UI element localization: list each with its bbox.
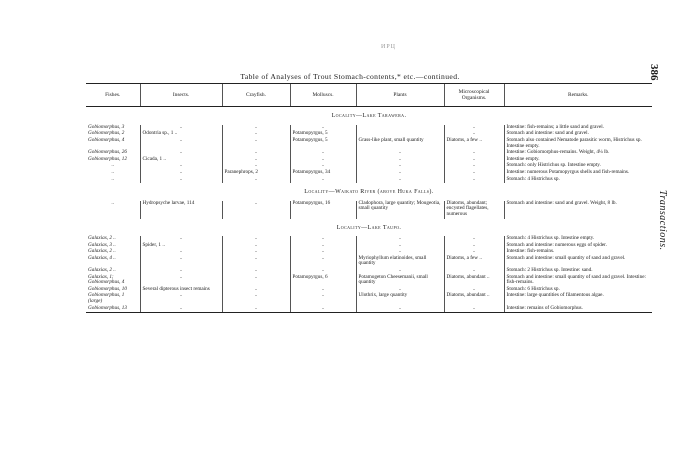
cell-insects: ..	[140, 170, 222, 177]
cell-plants: ..	[356, 163, 444, 170]
col-header-molluscs: Molluscs.	[290, 84, 356, 107]
col-header-fishes: Fishes.	[86, 84, 140, 107]
cell-fishes: Galaxias, 4 ..	[88, 254, 116, 261]
cell-plants: Ulothrix, large quantity	[356, 293, 444, 305]
cell-crayfish: ..	[222, 256, 290, 268]
cell-microscopical: ..	[444, 249, 504, 256]
cell-fishes: ..	[111, 199, 115, 206]
table-row	[86, 201, 652, 219]
cell-insects: Spider, 1 ..	[140, 243, 222, 250]
cell-crayfish: ..	[222, 236, 290, 243]
cell-crayfish: ..	[222, 243, 290, 250]
cell-remarks: Intestine: large quantities of filamentous algae.	[504, 293, 652, 305]
running-head: Transactions.	[657, 190, 668, 251]
cell-remarks: Intestine: fish-remains; a little sand and gravel.	[504, 125, 652, 132]
cell-crayfish: ..	[222, 157, 290, 164]
cell-crayfish: ..	[222, 163, 290, 170]
cell-fishes: Gobiomorphus, 2	[88, 130, 125, 137]
cell-remarks: Intestine empty.	[504, 157, 652, 164]
cell-plants: ..	[356, 177, 444, 184]
table-row	[86, 177, 652, 184]
cell-insects: ..	[140, 163, 222, 170]
cell-remarks: Stomach: 6 Histrichus sp.	[504, 287, 652, 294]
cell-plants: ..	[356, 243, 444, 250]
table-row	[86, 293, 652, 305]
cell-insects: Hydropsyche larvae, 114	[140, 201, 222, 219]
cell-crayfish: Paranephrops, 2	[222, 170, 290, 177]
cell-molluscs: ..	[290, 236, 356, 243]
locality-row	[86, 183, 652, 201]
cell-remarks: Intestine: Gobiomorphus-remains. Weight, 4¼ lb.	[504, 150, 652, 157]
cell-crayfish: ..	[222, 131, 290, 138]
cell-microscopical: ..	[444, 163, 504, 170]
cell-plants: ..	[356, 236, 444, 243]
library-stamp: ИРЦ	[381, 44, 397, 50]
cell-insects: ..	[140, 138, 222, 150]
col-header-insects: Insects.	[140, 84, 222, 107]
cell-remarks: Stomach also contained Nematode parasitic worm, Histrichus sp. Intestine empty.	[504, 138, 652, 150]
locality-heading: Locality—Lake Tarawera.	[331, 113, 407, 120]
cell-fishes: Galaxias, 1; Gobiomorphus, 4	[88, 273, 125, 286]
col-header-microscopical: Microscopical Organisms.	[444, 84, 504, 107]
cell-molluscs: ..	[290, 243, 356, 250]
cell-fishes: ..	[111, 162, 115, 169]
cell-microscopical: ..	[444, 177, 504, 184]
cell-fishes: Gobiomorphus, 13	[86, 306, 140, 313]
cell-microscopical: ..	[444, 268, 504, 275]
cell-plants: ..	[356, 150, 444, 157]
cell-molluscs: ..	[290, 150, 356, 157]
cell-molluscs: ..	[290, 268, 356, 275]
header-row	[86, 84, 652, 107]
cell-fishes: ..	[111, 168, 115, 175]
table-row	[86, 150, 652, 157]
cell-molluscs: ..	[290, 157, 356, 164]
cell-crayfish: ..	[222, 177, 290, 184]
cell-microscopical: ..	[444, 157, 504, 164]
table-title: Table of Analyses of Trout Stomach-contents,* etc.—continued.	[240, 72, 460, 81]
cell-remarks: Stomach: 4 Histrichus sp.	[504, 177, 652, 184]
table-body	[86, 107, 652, 313]
cell-crayfish: ..	[222, 150, 290, 157]
cell-molluscs: ..	[290, 256, 356, 268]
cell-insects: ..	[140, 256, 222, 268]
cell-microscopical: ..	[444, 131, 504, 138]
cell-insects: ..	[140, 236, 222, 243]
cell-remarks: Stomach and intestine: small quantity of sand and gravel.	[504, 256, 652, 268]
cell-fishes: ..	[111, 175, 115, 182]
cell-crayfish: ..	[222, 201, 290, 219]
cell-remarks: Stomach and intestine: sand and gravel.	[504, 131, 652, 138]
cell-molluscs: ..	[290, 125, 356, 132]
cell-insects: ..	[140, 249, 222, 256]
cell-molluscs: Potamopyrgus, 6	[290, 275, 356, 287]
cell-plants: Potamogeton Cheesemanii, small quantity	[356, 275, 444, 287]
cell-microscopical: Diatoms, a few ..	[444, 138, 504, 150]
cell-microscopical: Diatoms, abundant ..	[444, 293, 504, 305]
cell-crayfish: ..	[222, 293, 290, 305]
cell-molluscs: ..	[290, 306, 356, 313]
cell-microscopical: ..	[444, 125, 504, 132]
cell-remarks: Stomach and intestine: small quantity of sand and gravel. Intestine: fish-remains.	[504, 275, 652, 287]
cell-remarks: Stomach: only Histrichus sp. Intestine empty.	[504, 163, 652, 170]
cell-remarks: Intestine: fish-remains.	[504, 249, 652, 256]
cell-molluscs: Potamopyrgus, 16	[290, 201, 356, 219]
cell-microscopical: ..	[444, 287, 504, 294]
cell-microscopical: Diatoms, abundant ..	[444, 275, 504, 287]
cell-crayfish: ..	[222, 268, 290, 275]
cell-remarks: Intestine: remains of Gobiomorphus.	[504, 306, 652, 313]
table-row	[86, 243, 652, 250]
cell-insects: ..	[140, 306, 222, 313]
cell-molluscs: Potamopyrgus, 5	[290, 138, 356, 150]
cell-crayfish: ..	[222, 138, 290, 150]
cell-fishes: Gobiomorphus, 4	[88, 136, 125, 143]
cell-microscopical: Diatoms, abundant; encysted flagellates, numerous	[444, 201, 504, 219]
cell-insects: Odontria sp., 1 ..	[140, 131, 222, 138]
cell-insects: Several dipterous insect remains	[140, 287, 222, 294]
cell-fishes: Gobiomorphus, 1 (large)	[88, 292, 125, 305]
page-number: 386	[648, 64, 660, 81]
cell-molluscs: Potamopyrgus, 34	[290, 170, 356, 177]
table-header	[86, 84, 652, 107]
cell-insects: Cicada, 1 ..	[140, 157, 222, 164]
cell-microscopical: ..	[444, 236, 504, 243]
cell-remarks: Intestine: numerous Potamopyrgus shells and fish-remains.	[504, 170, 652, 177]
cell-insects: ..	[140, 177, 222, 184]
table-row	[86, 306, 652, 313]
locality-row	[86, 107, 652, 125]
cell-microscopical: Diatoms, a few ..	[444, 256, 504, 268]
cell-plants: Myriophyllum elatinoides, small quantity	[356, 256, 444, 268]
cell-insects: ..	[140, 293, 222, 305]
cell-molluscs: ..	[290, 177, 356, 184]
cell-molluscs: ..	[290, 287, 356, 294]
cell-remarks: Stomach: 4 Histrichus sp. Intestine empty.	[504, 236, 652, 243]
cell-crayfish: ..	[222, 275, 290, 287]
cell-insects: ..	[140, 268, 222, 275]
analysis-table	[86, 83, 652, 313]
cell-molluscs: ..	[290, 163, 356, 170]
cell-plants: Grass-like plant, small quantity	[356, 138, 444, 150]
cell-crayfish: ..	[222, 306, 290, 313]
cell-remarks: Stomach: 2 Histrichus sp. Intestine: sand.	[504, 268, 652, 275]
cell-fishes: Gobiomorphus, 12	[88, 155, 127, 162]
cell-plants: ..	[356, 268, 444, 275]
table-row	[86, 170, 652, 177]
cell-fishes: Galaxias, 2 ..	[88, 235, 116, 242]
cell-plants	[356, 125, 444, 132]
cell-insects: ..	[140, 150, 222, 157]
cell-fishes: Galaxias, 2 ..	[88, 267, 116, 274]
locality-row	[86, 219, 652, 237]
cell-microscopical: ..	[444, 243, 504, 250]
cell-microscopical: ..	[444, 150, 504, 157]
cell-crayfish: ..	[222, 287, 290, 294]
col-header-remarks: Remarks.	[504, 84, 652, 107]
cell-fishes: Gobiomorphus, 3	[88, 123, 125, 130]
cell-plants: ..	[356, 306, 444, 313]
cell-plants: ..	[356, 170, 444, 177]
cell-insects: ..	[140, 125, 222, 132]
cell-fishes: Gobiomorphus, 26	[88, 149, 127, 156]
cell-microscopical: ..	[444, 170, 504, 177]
col-header-crayfish: Crayfish.	[222, 84, 290, 107]
locality-heading: Locality—Lake Taupo.	[336, 224, 402, 231]
locality-heading: Locality—Waikato River (above Huka Falls).	[304, 189, 434, 196]
cell-remarks: Stomach and intestine: sand and gravel. Weight, 8 lb.	[504, 201, 652, 219]
cell-crayfish: ..	[222, 125, 290, 132]
cell-insects: ..	[140, 275, 222, 287]
cell-molluscs: Potamopyrgus, 5	[290, 131, 356, 138]
cell-remarks: Stomach and intestine: numerous eggs of spider.	[504, 243, 652, 250]
cell-plants: ..	[356, 249, 444, 256]
cell-plants: ..	[356, 287, 444, 294]
cell-plants: Cladophora, large quantity; Mougeotia, small quantity	[356, 201, 444, 219]
cell-molluscs: ..	[290, 249, 356, 256]
cell-crayfish: ..	[222, 249, 290, 256]
cell-microscopical: ..	[444, 306, 504, 313]
cell-molluscs: ..	[290, 293, 356, 305]
cell-fishes: Gobiomorphus, 10	[88, 285, 127, 292]
cell-fishes: Galaxias, 3 ..	[88, 241, 116, 248]
cell-plants: ..	[356, 157, 444, 164]
cell-fishes: Galaxias, 2 ..	[88, 248, 116, 255]
col-header-plants: Plants	[356, 84, 444, 107]
